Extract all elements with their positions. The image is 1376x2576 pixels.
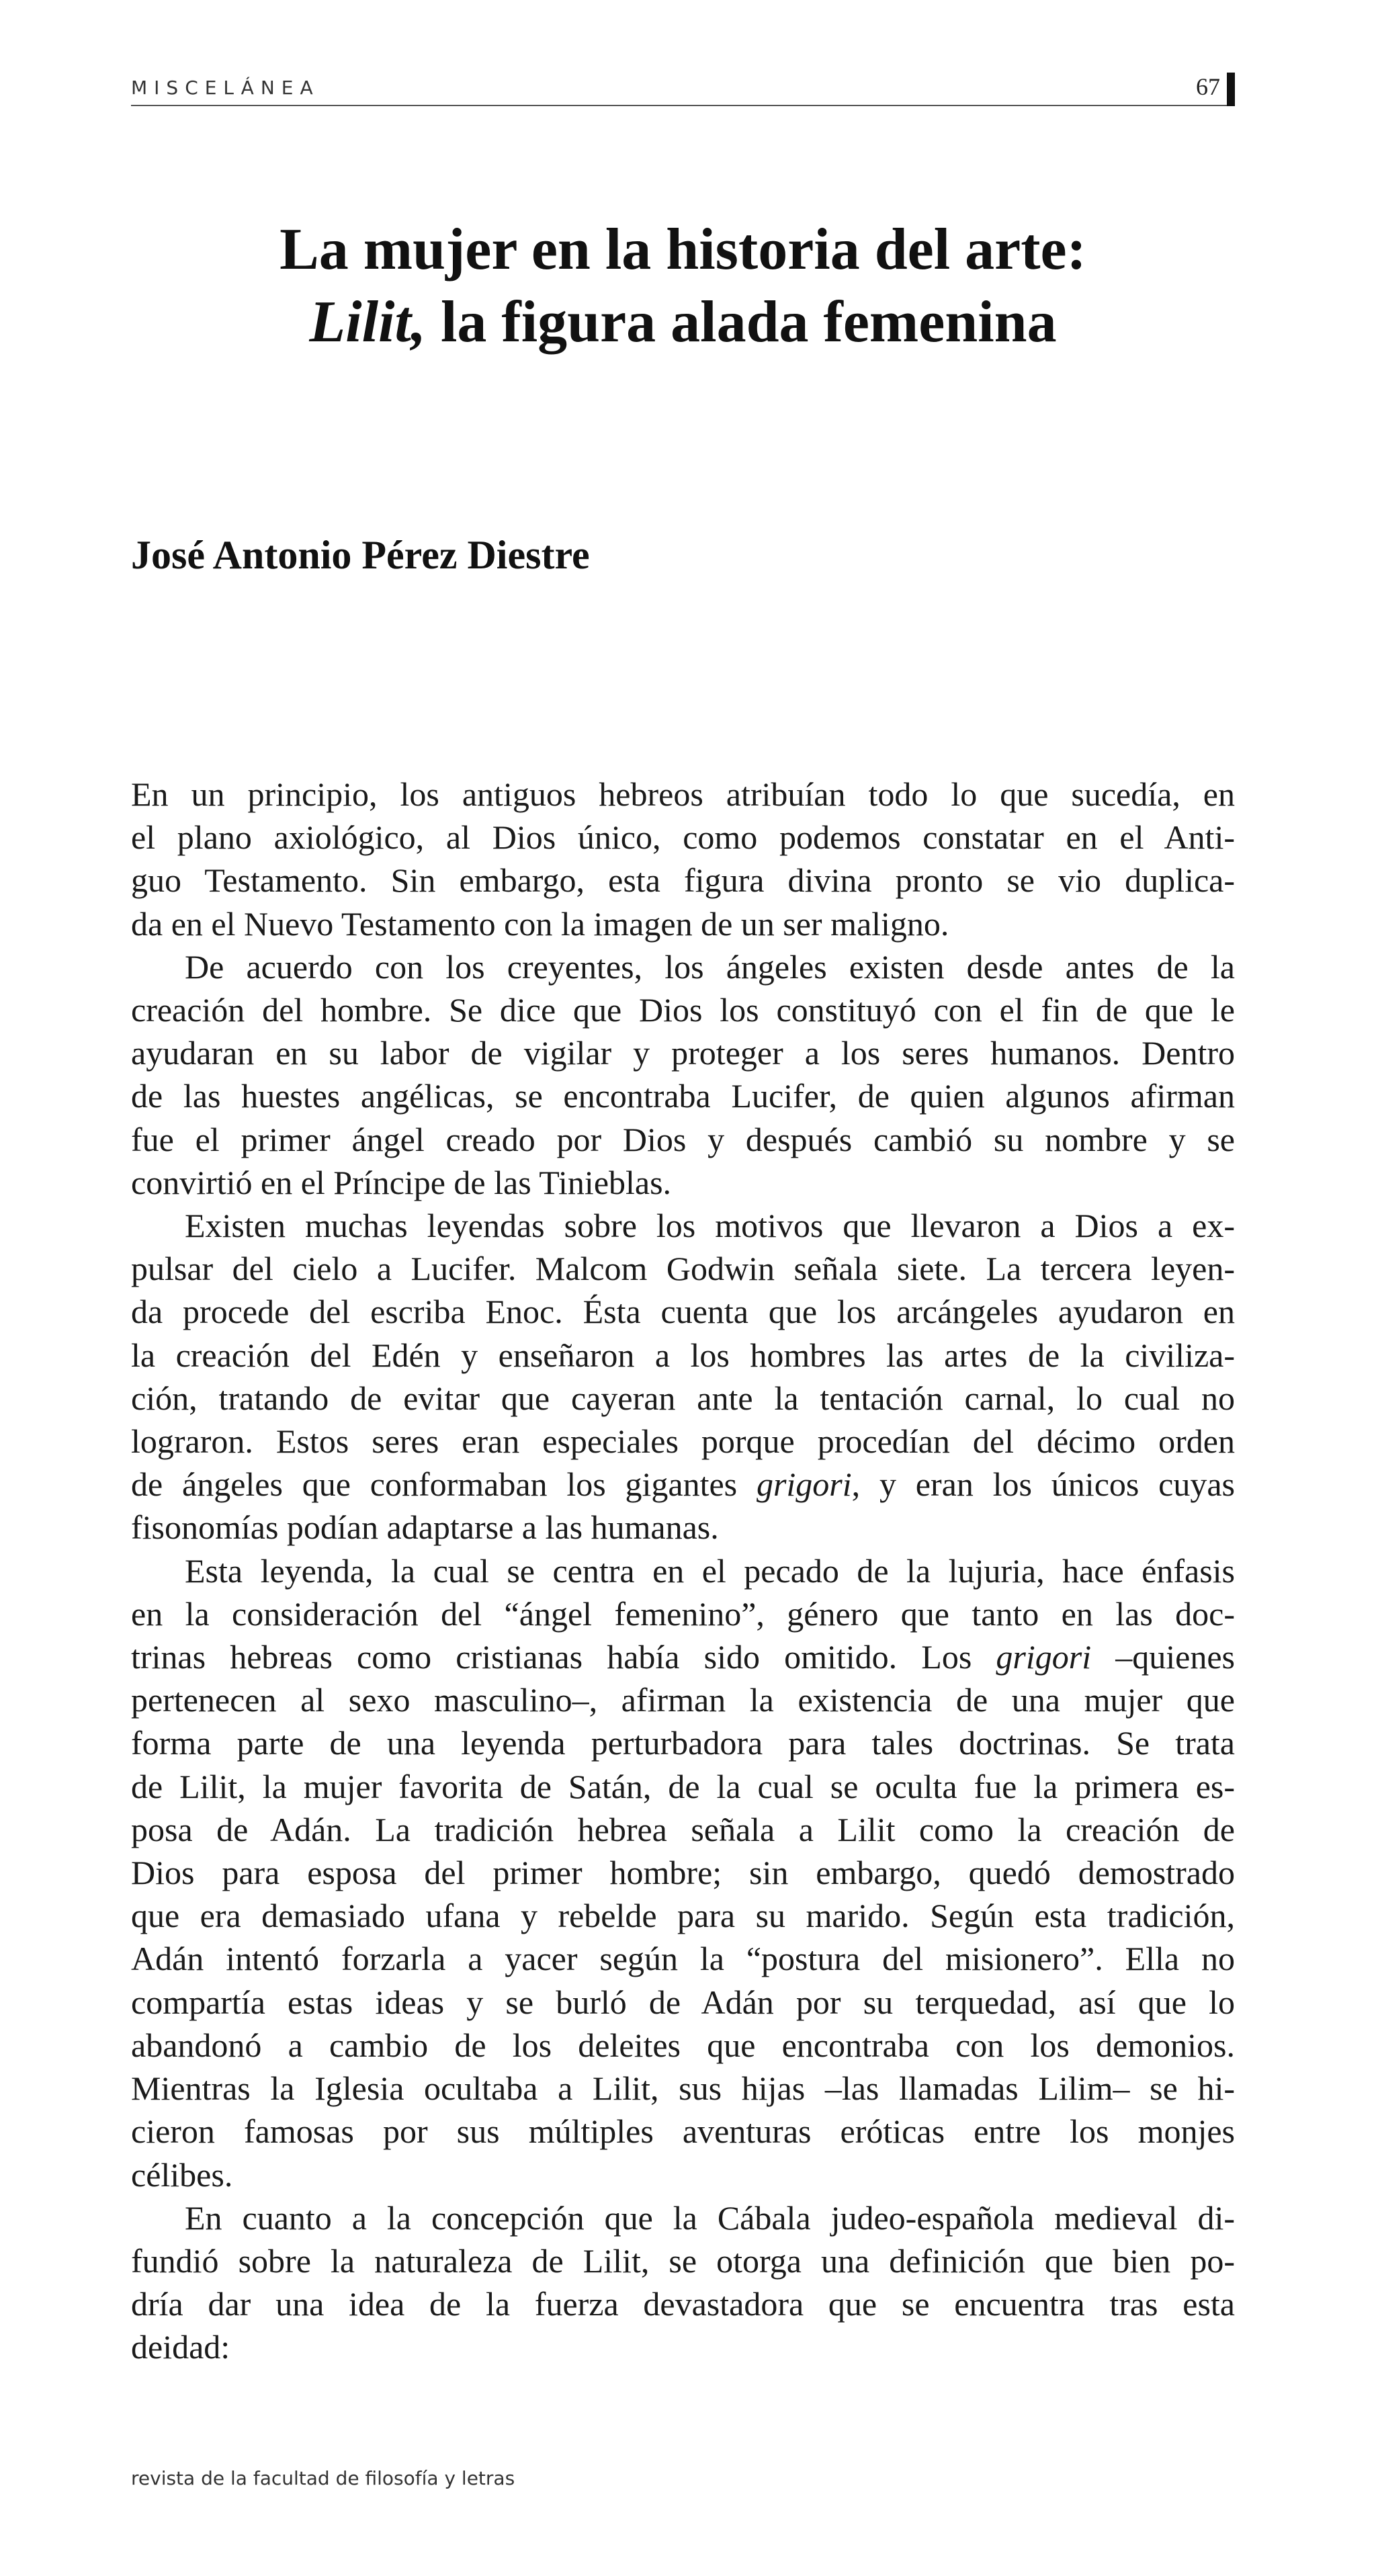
text-line: compartía estas ideas y se burló de Adán por su terquedad, así que lo — [131, 1983, 1235, 2021]
text-line: fundió sobre la naturaleza de Lilit, se otorga una definición que bien po- — [131, 2241, 1235, 2280]
text-line: de las huestes angélicas, se encontraba Lucifer, de quien algunos afirman — [131, 1077, 1235, 1115]
text-line: Esta leyenda, la cual se centra en el pecado de la lujuria, hace énfasis — [185, 1551, 1235, 1590]
text-line: De acuerdo con los creyentes, los ángeles existen desde antes de la — [185, 947, 1235, 986]
page-mark — [1227, 73, 1235, 106]
text-line: ayudaran en su labor de vigilar y proteger a los seres humanos. Dentro — [131, 1034, 1235, 1072]
title-italic-word: Lilit, — [309, 290, 426, 355]
article-body — [131, 773, 1235, 2369]
text-line: En cuanto a la concepción que la Cábala judeo-española medieval di- — [185, 2198, 1235, 2237]
running-head — [131, 73, 1235, 106]
paragraph-1 — [131, 773, 1235, 945]
text-line: posa de Adán. La tradición hebrea señala a Lilit como la creación de — [131, 1810, 1235, 1848]
text-line: forma parte de una leyenda perturbadora para tales doctrinas. Se trata — [131, 1724, 1235, 1762]
text-line: creación del hombre. Se dice que Dios los constituyó con el fin de que le — [131, 991, 1235, 1029]
text-line: pertenecen al sexo masculino–, afirman la existencia de una mujer que — [131, 1681, 1235, 1719]
text-line: Dios para esposa del primer hombre; sin embargo, quedó demostrado — [131, 1854, 1235, 1892]
text-line: cieron famosas por sus múltiples aventuras eróticas entre los monjes — [131, 2112, 1235, 2151]
text-line: En un principio, los antiguos hebreos atribuían todo lo que sucedía, en — [131, 775, 1235, 813]
text-line: fisonomías podían adaptarse a las humanas. — [131, 1508, 719, 1547]
text-line: ción, tratando de evitar que cayeran ante la tentación carnal, lo cual no — [131, 1379, 1235, 1417]
text-line: dría dar una idea de la fuerza devastadora que se encuentra tras esta — [131, 2285, 1235, 2323]
text-line: que era demasiado ufana y rebelde para su marido. Según esta tradición, — [131, 1897, 1235, 1935]
text-line: da en el Nuevo Testamento con la imagen de un ser maligno. — [131, 904, 949, 943]
text-line: abandonó a cambio de los deleites que encontraba con los demonios. — [131, 2026, 1235, 2064]
text-line: guo Testamento. Sin embargo, esta figura divina pronto se vio duplica- — [131, 861, 1235, 900]
text-line: lograron. Estos seres eran especiales porque procedían del décimo orden — [131, 1422, 1235, 1461]
text-line: célibes. — [131, 2155, 233, 2194]
text-line: pulsar del cielo a Lucifer. Malcom Godwin señala siete. La tercera leyen- — [131, 1250, 1235, 1288]
article-title — [131, 214, 1235, 359]
journal-footer: revista de la facultad de filosofía y letras — [131, 2467, 515, 2489]
paragraph-2 — [131, 945, 1235, 1204]
paragraph-5 — [131, 2196, 1235, 2369]
text-line: de Lilit, la mujer favorita de Satán, de la cual se oculta fue la primera es- — [131, 1767, 1235, 1805]
text-line: fue el primer ángel creado por Dios y después cambió su nombre y se — [131, 1120, 1235, 1158]
text-line: la creación del Edén y enseñaron a los hombres las artes de la civiliza- — [131, 1336, 1235, 1374]
text-fragment: –quienes — [1091, 1638, 1235, 1676]
text-line: el plano axiológico, al Dios único, como podemos constatar en el Anti- — [131, 818, 1235, 857]
text-line: convirtió en el Príncipe de las Tinieblas. — [131, 1163, 672, 1201]
title-line-2: la figura alada femenina — [425, 290, 1057, 355]
text-line: da procede del escriba Enoc. Ésta cuenta que los arcángeles ayudaron en — [131, 1293, 1235, 1331]
section-name: MISCELÁNEA — [131, 77, 320, 99]
italic-term: grigori — [756, 1465, 852, 1504]
text-line: deidad: — [131, 2328, 230, 2366]
paragraph-4 — [131, 1549, 1235, 2196]
text-fragment: , y eran los únicos cuyas — [851, 1465, 1235, 1504]
page-number: 67 — [1196, 73, 1220, 100]
text-line: Existen muchas leyendas sobre los motivos que llevaron a Dios a ex- — [185, 1207, 1235, 1245]
paragraph-3 — [131, 1204, 1235, 1549]
text-fragment: trinas hebreas como cristianas había sido omitido. Los — [131, 1638, 996, 1676]
text-line — [131, 1635, 1235, 1678]
title-line-1: La mujer en la historia del arte: — [280, 217, 1086, 282]
text-line: Mientras la Iglesia ocultaba a Lilit, sus hijas –las llamadas Lilim– se hi- — [131, 2069, 1235, 2108]
text-line: en la consideración del “ángel femenino”, género que tanto en las doc- — [131, 1594, 1235, 1633]
author-name: José Antonio Pérez Diestre — [131, 533, 590, 577]
text-fragment: de ángeles que conformaban los gigantes — [131, 1465, 757, 1504]
italic-term: grigori — [996, 1638, 1092, 1676]
text-line — [131, 1463, 1235, 1506]
text-line: Adán intentó forzarla a yacer según la “postura del misionero”. Ella no — [131, 1940, 1235, 1978]
